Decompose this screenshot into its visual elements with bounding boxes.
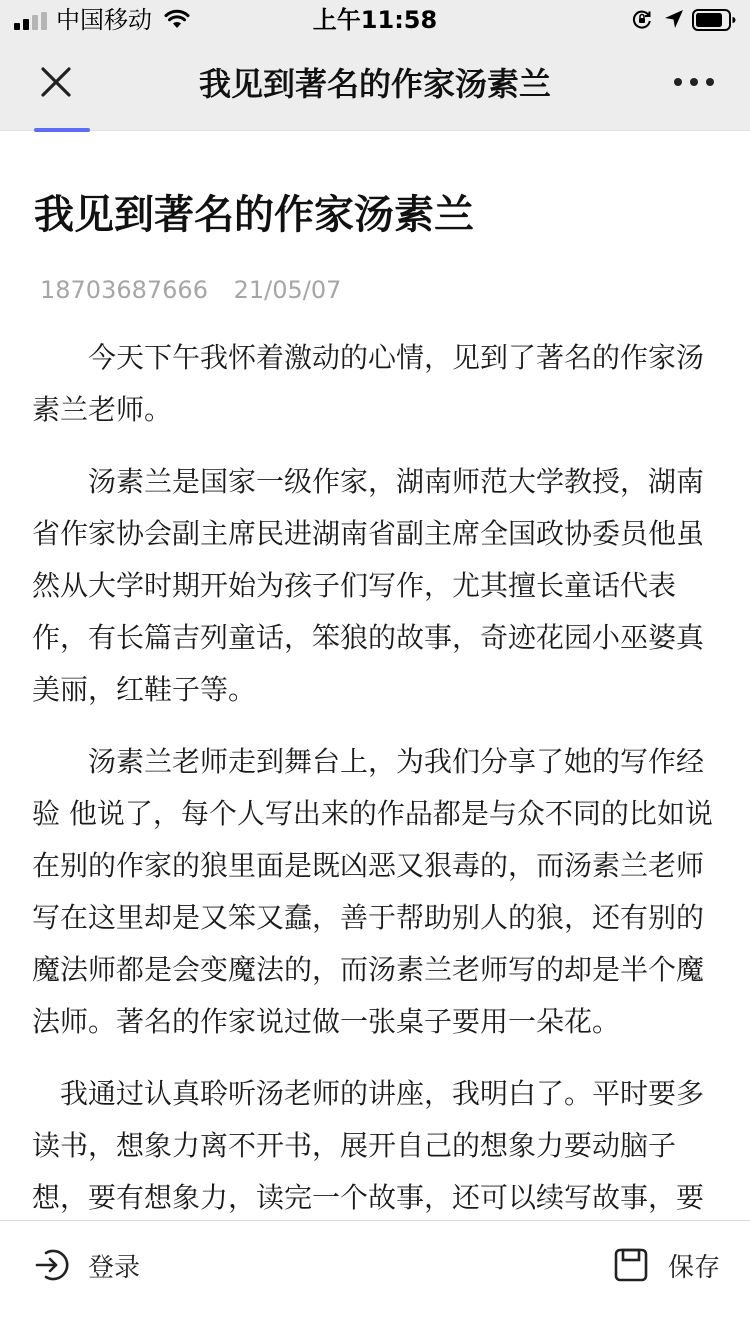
status-bar [0,0,750,40]
bottom-toolbar [0,1220,750,1335]
status-time: 上午11:58 [312,6,438,34]
login-icon [34,1247,70,1283]
paragraph: 汤素兰是国家一级作家，湖南师范大学教授，湖南省作家协会副主席民进湖南省副主席全国政协委员他虽然从大学时期开始为孩子们写作，尤其擅长童话代表作，有长篇吉列童话，笨狼的故事，奇迹花园小巫婆真美丽，红鞋子等。 [32,465,705,706]
paragraph: 我通过认真聆听汤老师的讲座，我明白了。平时要多读书，想象力离不开书，展开自己的想象力要动脑子想，要有想象力，读完一个故事，还可以续写故事，要 [32,1077,705,1214]
login-button[interactable] [34,1243,140,1287]
rotation-lock-icon [632,9,652,29]
save-icon [614,1248,648,1282]
article-meta [40,272,341,308]
login-label: 登录 [88,1252,141,1283]
location-arrow-icon [664,9,684,29]
save-label: 保存 [668,1252,721,1283]
article-content [0,132,750,1220]
carrier-name: 中国移动 [56,6,152,34]
more-options-icon[interactable] [672,70,716,94]
battery-icon [692,9,736,31]
article-title: 我见到著名的作家汤素兰 [34,192,474,238]
author-name[interactable]: 18703687666 [40,276,208,304]
close-icon[interactable] [36,62,76,102]
paragraph: 今天下午我怀着激动的心情，见到了著名的作家汤素兰老师。 [32,341,705,426]
article-body [32,332,720,1220]
save-button[interactable] [614,1243,720,1287]
navigation-bar [0,40,750,131]
publish-date: 21/05/07 [233,276,342,304]
page-title: 我见到著名的作家汤素兰 [198,65,551,103]
paragraph: 汤素兰老师走到舞台上，为我们分享了她的写作经验 他说了，每个人写出来的作品都是与众不同的比如说在别的作家的狼里面是既凶恶又狠毒的，而汤素兰老师写在这里却是又笨又蠢，善于帮助别人的狼，还有别的魔法师都是会变魔法的，而汤素兰老师写的却是半个魔法师。著名的作家说过做一张桌子要用一朵花。 [32,745,713,1038]
